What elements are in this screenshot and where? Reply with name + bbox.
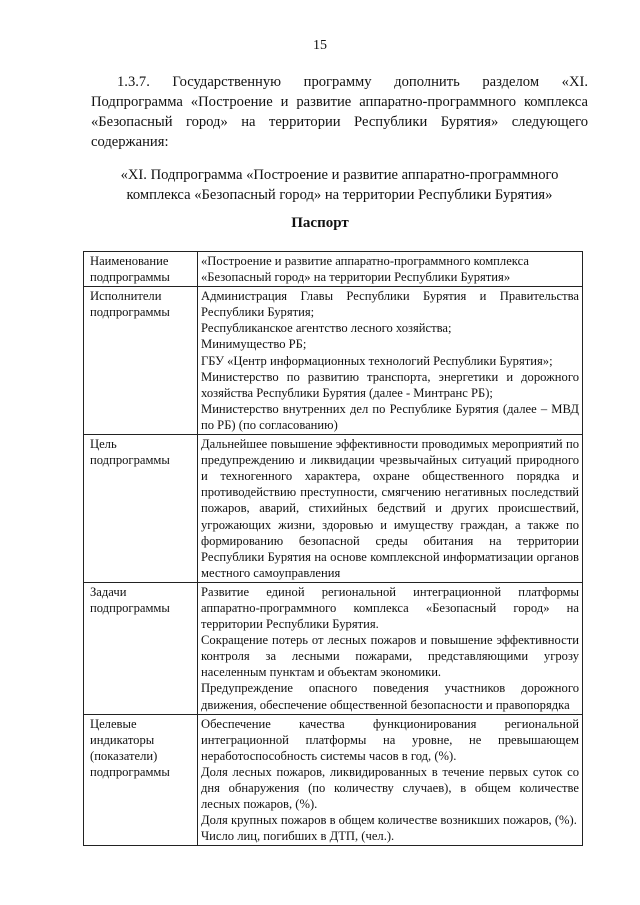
value-line: Доля лесных пожаров, ликвидированных в течение первых суток со дня обнаружения (по количеству случаев), в общем количестве лесных пожаров, (%). [201,764,579,812]
row-label: Задачи подпрограммы [84,582,198,714]
value-line: Предупреждение опасного поведения участников дорожного движения, обеспечение общественной безопасности и правопорядка [201,681,579,712]
value-line: Министерство по развитию транспорта, энергетики и дорожного хозяйства Республики Бурятия (далее - Минтранс РБ); [201,369,579,400]
row-label: Цель подпрограммы [84,435,198,583]
row-label: Исполнители подпрограммы [84,287,198,435]
row-value [198,582,583,714]
passport-title: Паспорт [291,215,349,231]
value-line: Администрация Главы Республики Бурятия и Правительства Республики Бурятия; [201,289,579,320]
row-value [198,714,583,846]
row-label: Целевые индикаторы (показатели) подпрограммы [84,714,198,846]
value-line: Развитие единой региональной интеграционной платформы аппаратно-программного комплекса «Безопасный город» на территории Республики Бурятия. [201,584,579,632]
row-label: Наименование подпрограммы [84,252,198,287]
row-value [198,252,583,287]
table-row [84,714,583,846]
value-line: Дальнейшее повышение эффективности проводимых мероприятий по предупреждению и ликвидации чрезвычайных ситуаций природного и техногенного характера, охране общественного порядка и противодействию преступности, смягчению негативных последствий пожаров, аварий, стихийных бедствий и других происшествий, угрожающих жизни, здоровью и имуществу граждан, а также по формированию безопасной среды обитания на территории Республики Бурятия на основе комплексной информатизации органов местного самоуправления [201,437,579,580]
table-row [84,287,583,435]
value-line: ГБУ «Центр информационных технологий Республики Бурятия»; [201,353,553,368]
value-line: Минимущество РБ; [201,337,307,352]
page-number: 15 [313,38,327,53]
value-line: «Построение и развитие аппаратно-программного комплекса «Безопасный город» на территории Республики Бурятия» [201,254,529,285]
intro-paragraph: 1.3.7. Государственную программу дополнить разделом «XI. Подпрограмма «Построение и развитие аппаратно-программного комплекса «Безопасный город» на территории Республики Бурятия» следующего содержания: [91,74,588,150]
table-row [84,252,583,287]
value-line: Сокращение потерь от лесных пожаров и повышение эффективности контроля за лесными пожарами, представляющими угрозу населенным пунктам и объектам экономики. [201,633,579,680]
subprogram-heading: «XI. Подпрограмма «Построение и развитие аппаратно-программного комплекса «Безопасный город» на территории Республики Бурятия» [120,167,559,203]
value-line: Число лиц, погибших в ДТП, (чел.). [201,829,395,844]
row-value [198,287,583,435]
value-line: Министерство внутренних дел по Республике Бурятия (далее – МВД по РБ) (по согласованию) [201,401,579,432]
value-line: Обеспечение качества функционирования региональной интеграционной платформы на уровне, не превышающем неработоспособность системы часов в год, (%). [201,716,579,763]
table-row [84,435,583,583]
value-line: Доля крупных пожаров в общем количестве возникших пожаров, (%). [201,813,577,828]
table-row [84,582,583,714]
row-value [198,435,583,583]
value-line: Республиканское агентство лесного хозяйства; [201,321,452,336]
passport-table [83,251,583,846]
